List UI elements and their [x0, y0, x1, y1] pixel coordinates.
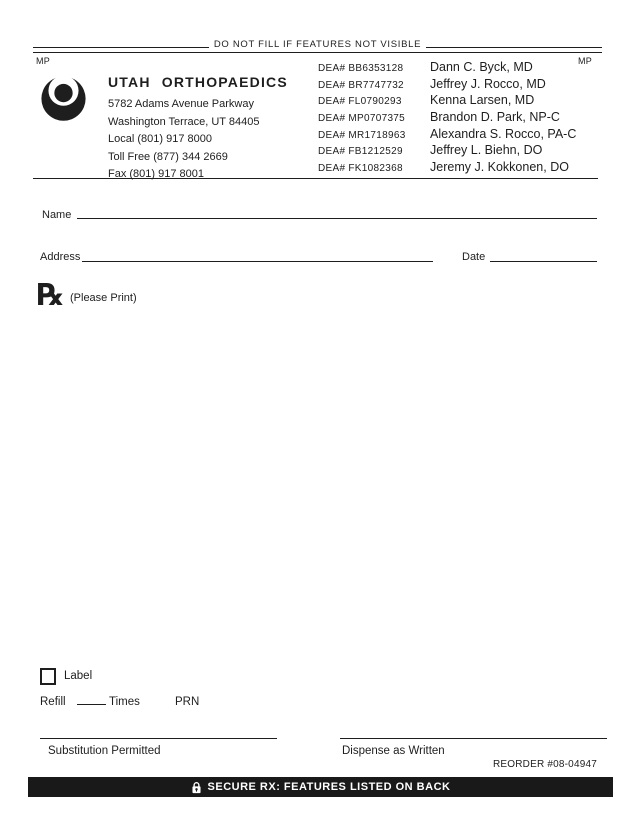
dispense-label: Dispense as Written — [342, 745, 445, 757]
provider-list — [318, 60, 576, 177]
provider-row — [318, 77, 576, 94]
provider-dea: DEA# MP0707375 — [318, 113, 406, 125]
date-label: Date — [462, 251, 486, 263]
name-label: Name — [42, 209, 72, 221]
warning-strip — [33, 39, 602, 50]
header-divider — [33, 178, 598, 179]
provider-row — [318, 160, 576, 177]
address-label: Address — [40, 251, 81, 263]
utah-orthopaedics-logo-icon — [40, 72, 87, 128]
provider-row — [318, 93, 576, 110]
provider-row — [318, 127, 576, 144]
clinic-phone-local: Local (801) 917 8000 — [108, 133, 212, 145]
provider-name: Kenna Larsen, MD — [430, 93, 535, 108]
date-input-line[interactable] — [490, 260, 597, 262]
top-divider — [33, 52, 602, 53]
times-label: Times — [109, 696, 140, 708]
refill-label: Refill — [40, 696, 66, 708]
lock-icon — [191, 781, 202, 794]
provider-row — [318, 143, 576, 160]
dispense-signature-line[interactable] — [340, 737, 607, 739]
label-checkbox[interactable] — [40, 668, 56, 685]
secure-rx-text: SECURE RX: FEATURES LISTED ON BACK — [207, 781, 451, 793]
reorder-number: REORDER #08-04947 — [492, 759, 597, 770]
clinic-fax: Fax (801) 917 8001 — [108, 168, 205, 180]
printer-mark-left: MP — [36, 56, 51, 66]
provider-name: Jeremy J. Kokkonen, DO — [430, 160, 569, 175]
provider-dea: DEA# BR7747732 — [318, 79, 404, 91]
clinic-phone-tollfree: Toll Free (877) 344 2669 — [108, 150, 228, 163]
address-input-line[interactable] — [82, 260, 433, 262]
provider-dea: DEA# FB1212529 — [318, 146, 403, 158]
clinic-info — [108, 74, 288, 184]
provider-row — [318, 110, 576, 127]
clinic-name: UTAH ORTHOPAEDICS — [108, 74, 288, 90]
clinic-address-line2: Washington Terrace, UT 84405 — [108, 115, 260, 128]
substitution-label: Substitution Permitted — [48, 745, 161, 757]
label-checkbox-label: Label — [64, 670, 93, 682]
provider-name: Jeffrey J. Rocco, MD — [430, 76, 546, 91]
provider-row — [318, 60, 576, 77]
please-print-label: (Please Print) — [70, 292, 137, 304]
provider-dea: DEA# FL0790293 — [318, 96, 402, 108]
warning-rule-left — [33, 47, 209, 48]
provider-name: Alexandra S. Rocco, PA-C — [430, 126, 577, 141]
provider-dea: DEA# BB6353128 — [318, 63, 404, 74]
substitution-signature-line[interactable] — [40, 737, 277, 739]
provider-name: Jeffrey L. Biehn, DO — [430, 143, 543, 158]
rx-symbol: ℞ — [37, 278, 64, 313]
provider-name: Dann C. Byck, MD — [430, 60, 533, 74]
refill-input-line[interactable] — [77, 703, 106, 705]
name-input-line[interactable] — [77, 217, 597, 219]
warning-rule-right — [426, 47, 602, 48]
provider-name: Brandon D. Park, NP-C — [430, 110, 560, 125]
warning-text: DO NOT FILL IF FEATURES NOT VISIBLE — [213, 39, 422, 50]
printer-mark-right: MP — [578, 56, 593, 66]
clinic-address-line1: 5782 Adams Avenue Parkway — [108, 98, 254, 110]
provider-dea: DEA# FK1082368 — [318, 163, 403, 175]
prn-label: PRN — [175, 696, 200, 708]
provider-dea: DEA# MR1718963 — [318, 129, 406, 141]
secure-rx-banner — [28, 777, 613, 797]
